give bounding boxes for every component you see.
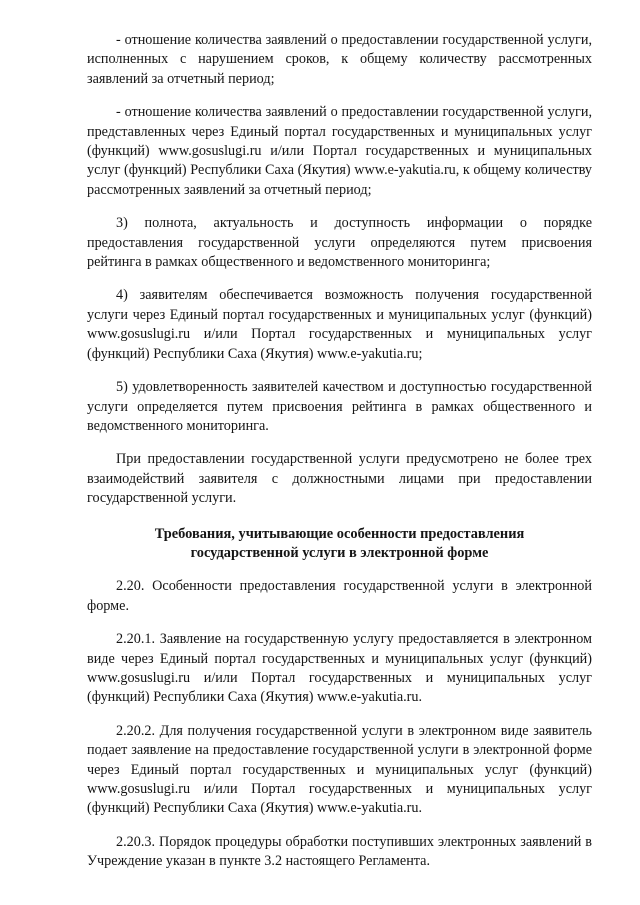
paragraph-interactions: При предоставлении государственной услуги предусмотрено не более трех взаимодействий заявителя с должностными лицами при предоставлении государственной услуги. [87,451,592,507]
paragraph-item-3: 3) полнота, актуальность и доступность информации о порядке предоставления государственной услуги определяются путем присвоения рейтинга в рамках общественного и ведомственного мониторинга; [87,215,592,271]
paragraph-2-20-2: 2.20.2. Для получения государственной услуги в электронном виде заявитель подает заявление на предоставление государственной услуги в электронной форме через Единый портал государственных и муниципальных услуг (функций) www.gosuslugi.ru и/или Портал государственных и муниципальных услуг (функций) Республики Саха (Якутия) www.e-yakutia.ru. [87,722,592,817]
paragraph-2-20: 2.20. Особенности предоставления государственной услуги в электронной форме. [87,578,592,614]
paragraph-item-5: 5) удовлетворенность заявителей качеством и доступностью государственной услуги определяется путем присвоения рейтинга в рамках общественного и ведомственного мониторинга. [87,379,592,434]
paragraph-item-4: 4) заявителям обеспечивается возможность получения государственной услуги через Единый портал государственных и муниципальных услуг (функций) www.gosuslugi.ru и/или Портал государственных и муниципальных услуг (функций) Республики Саха (Якутия) www.e-yakutia.ru; [87,287,592,362]
paragraph-portal-ratio: - отношение количества заявлений о предоставлении государственной услуги, представленных через Единый портал государственных и муниципальных услуг (функций) www.gosuslugi.ru и/или Портал государственных и муниципальных услуг (функций) Республики Саха (Якутия) www.e-yakutia.ru, к общему количеству рассмотренных заявлений за отчетный период; [87,104,592,198]
paragraph-2-20-1: 2.20.1. Заявление на государственную услугу предоставляется в электронном виде через Единый портал государственных и муниципальных услуг (функций) www.gosuslugi.ru и/или Портал государственных и муниципальных услуг (функций) Республики Саха (Якутия) www.e-yakutia.ru. [87,631,592,706]
paragraph-2-20-3: 2.20.3. Порядок процедуры обработки поступивших электронных заявлений в Учреждение указан в пункте 3.2 настоящего Регламента. [87,833,592,870]
document-body [87,31,592,886]
section-heading: Требования, учитывающие особенности предоставления государственной услуги в электронной форме [154,525,525,561]
paragraph-overdue-ratio: - отношение количества заявлений о предоставлении государственной услуги, исполненных с нарушением сроков, к общему количеству рассмотренных заявлений за отчетный период; [87,32,592,87]
